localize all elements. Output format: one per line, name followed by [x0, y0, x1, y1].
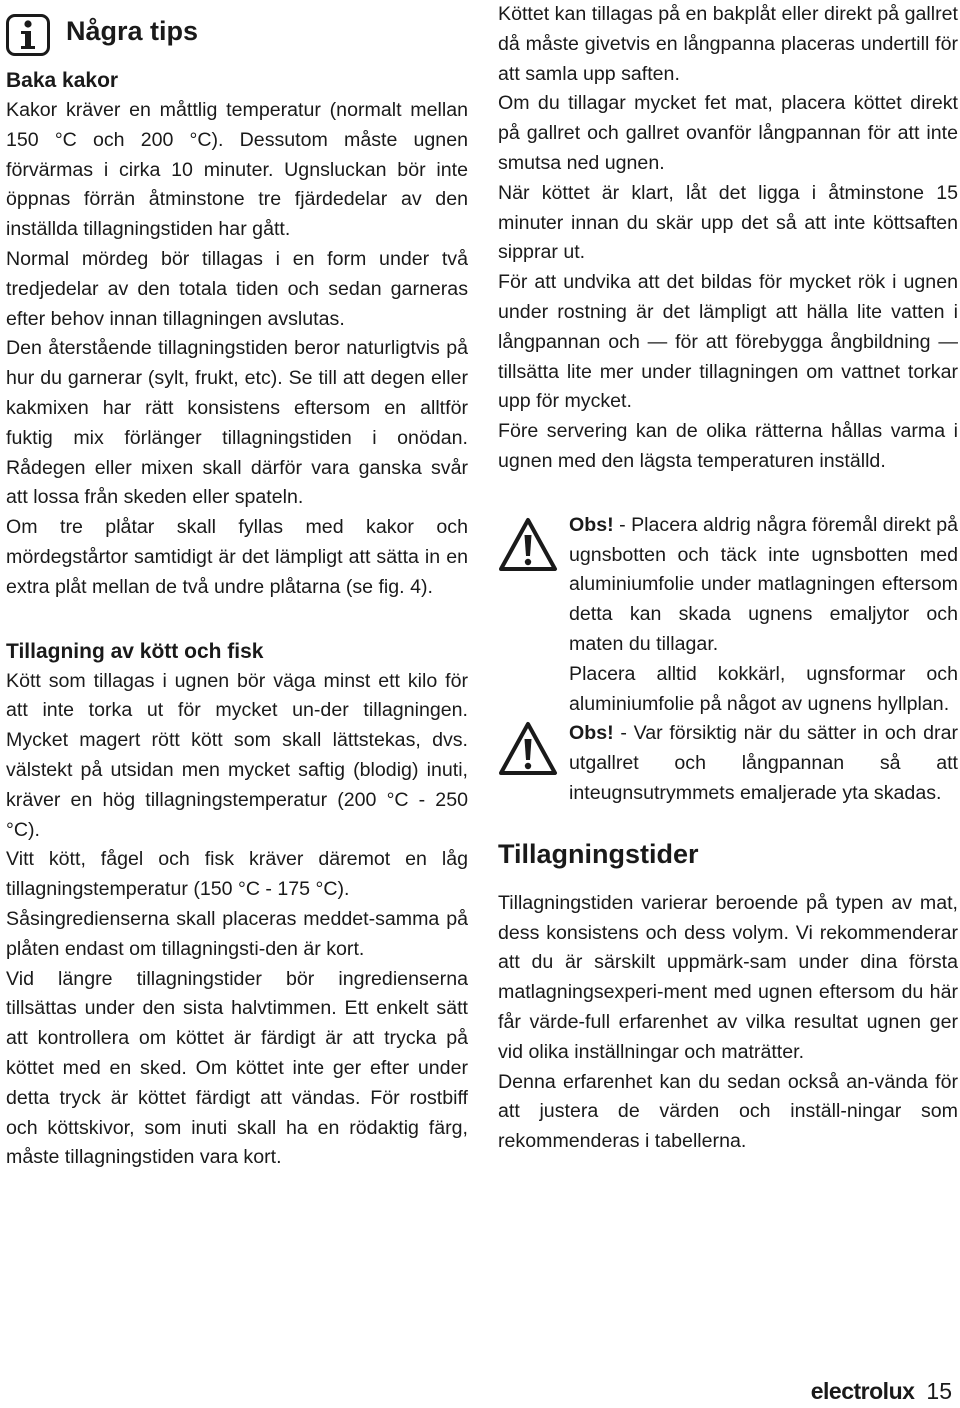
paragraph: Tillagningstiden varierar beroende på typen av mat, dess konsistens och dess volym. Vi rekommenderar att du är särskilt uppmärk-sam under dina första matlagningsexperi-ment med ugnen eftersom du här får värde-full erfarenhet av vilka resultat ugnen ger vid olika inställningar och maträtter.: [498, 891, 958, 1063]
section-heading-tider: Tillagningstider: [498, 838, 699, 869]
warning-paragraph: [569, 511, 958, 660]
paragraph: Kakor kräver en måttlig temperatur (normalt mellan 150 °C och 200 °C). Dessutom måste ugnen förvärmas i cirka 10 minuter. Ugnsluckan bör inte öppnas förrän åtminstone tre fjärdedelar av den inställda tillagningstiden har gått.: [6, 99, 468, 241]
paragraph: Normal mördeg bör tillagas i en form under två tredjedelar av den totala tiden och sedan garneras efter behov innan tillagningen avslutas.: [6, 247, 468, 330]
right-column: [498, 0, 958, 1157]
warning-triangle-icon: [498, 719, 570, 782]
paragraph: Denna erfarenhet kan du sedan också an-vända för att justera de värden och inställ-ningar som rekommenderas i tabellerna.: [498, 1070, 958, 1153]
paragraph: Om du tillagar mycket fet mat, placera köttet direkt på gallret och gallret ovanför långpannan för att inte smutsa ned ugnen.: [498, 92, 958, 174]
page-title: Några tips: [66, 15, 199, 46]
warning-paragraph: Placera alltid kokkärl, ugnsformar och aluminiumfolie på något av ugnens hyllplan.: [569, 662, 958, 715]
page-footer: [811, 1378, 952, 1408]
page-number: 15: [926, 1378, 952, 1404]
warning-text: [569, 511, 958, 720]
paragraph: För att undvika att det bildas för mycket rök i ugnen under rostning är det lämpligt att hälla lite vatten i långpannan och — för att förebygga ångbildning — tillsätta lite mer under tillagningen om vattnet torkar upp för mycket.: [498, 271, 958, 413]
paragraph: Köttet kan tillagas på en bakplåt eller direkt på gallret då måste givetvis en långpanna placeras undertill för att samla upp saften.: [498, 3, 958, 85]
tips-header: [6, 8, 468, 54]
paragraph: Kött som tillagas i ugnen bör väga minst ett kilo för att inte torka ut för mycket un-der tillagningen. Mycket magert rött kött som skall lättstekas, dvs. välstekt på utsidan men mycket saftig (blodig) inuti, kräver en hög tillagningstemperatur (200 °C - 250 °C).: [6, 669, 468, 841]
warning-body: - Var försiktig när du sätter in och drar utgallret och långpannan så att inteugnsutrymmets emaljerade yta skadas.: [569, 722, 958, 804]
section-heading-baka: Baka kakor: [6, 69, 119, 92]
warning-text: [569, 719, 958, 808]
brand-logo: electrolux: [810, 1378, 915, 1404]
paragraph: Den återstående tillagningstiden beror naturligtvis på hur du garnerar (sylt, frukt, etc). Se till att degen eller kakmixen har rätt konsistens eftersom en alltför fuktig mix förlänger tillagningstiden i onödan. Rådegen eller mixen skall därför vara ganska svår att lossa från skeden eller spateln.: [6, 337, 468, 509]
paragraph: Före servering kan de olika rätterna hållas varma i ugnen med den lägsta temperaturen inställd.: [498, 420, 958, 472]
paragraph: När köttet är klart, låt det ligga i åtminstone 15 minuter innan du skär upp det så att inte köttsaften sipprar ut.: [498, 181, 958, 264]
warning-paragraph: [569, 719, 958, 808]
info-icon: [6, 14, 50, 56]
obs-label: Obs!: [569, 513, 614, 536]
warning-block: [498, 511, 958, 720]
left-column: [6, 8, 468, 1173]
paragraph: Om tre plåtar skall fyllas med kakor och mördegstårtor samtidigt är det lämpligt att sätta in en extra plåt mellan de två undre plåtarna (se fig. 4).: [6, 516, 468, 598]
paragraph: Vitt kött, fågel och fisk kräver däremot en låg tillagningstemperatur (150 °C - 175 °C).: [6, 848, 468, 901]
warning-triangle-icon: [498, 511, 570, 578]
warning-body: - Placera aldrig några föremål direkt på ugnsbotten och täck inte ugnsbotten med aluminiumfolie under matlagningen eftersom detta kan skada ugnens emaljytor och maten du tillagar.: [569, 513, 958, 655]
paragraph: Vid längre tillagningstider bör ingredienserna tillsättas under den sista halvtimmen. Ett enkelt sätt att kontrollera om köttet är färdigt är att trycka på köttet med en sked. Om köttet inte ger efter under detta tryck är köttet färdigt att vändas. För rostbiff och köttskivor, som inuti skall ha en rödaktig färg, måste tillagningstiden vara kort.: [6, 967, 468, 1169]
warning-block: [498, 719, 958, 808]
paragraph: Såsingredienserna skall placeras meddet-samma på plåten endast om tillagningsti-den är kort.: [6, 907, 468, 960]
section-heading-kott: Tillagning av kött och fisk: [6, 639, 264, 663]
obs-label: Obs!: [569, 722, 614, 745]
